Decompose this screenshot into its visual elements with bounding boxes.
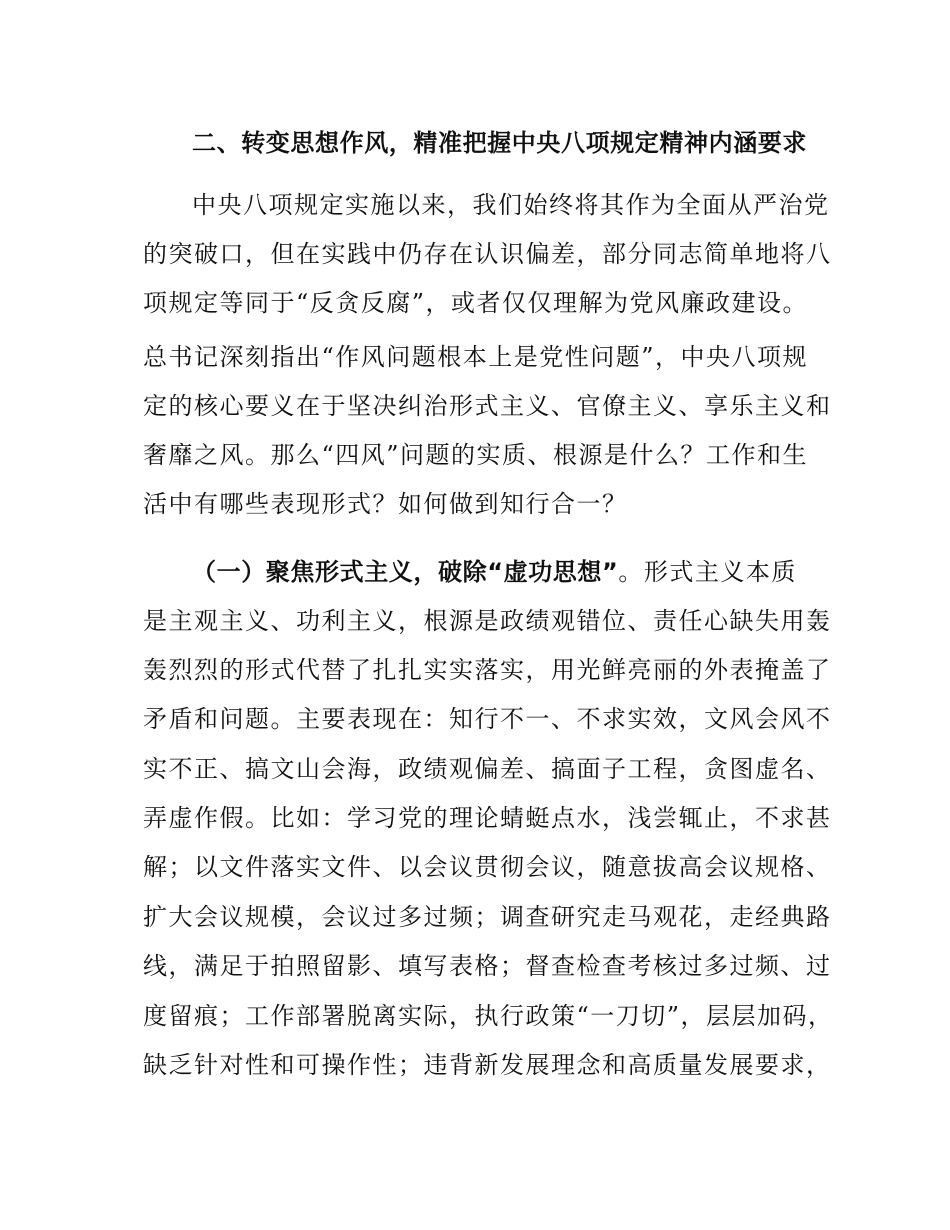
paragraph-line: 缺乏针对性和可操作性；违背新发展理念和高质量发展要求， <box>143 1051 832 1079</box>
paragraph-line: 弄虚作假。比如：学习党的理论蜻蜓点水，浅尝辄止，不求甚 <box>143 804 832 832</box>
paragraph-line: 轰烈烈的形式代替了扎扎实实落实，用光鲜亮丽的外表掩盖了 <box>143 656 832 684</box>
paragraph-line: 线，满足于拍照留影、填写表格；督查检查考核过多过频、过 <box>143 952 832 980</box>
paragraph-line: 活中有哪些表现形式？如何做到知行合一？ <box>143 490 628 518</box>
paragraph-line: 的突破口，但在实践中仍存在认识偏差，部分同志简单地将八 <box>143 240 832 268</box>
subsection-heading-tail: 。形式主义本质 <box>618 558 797 586</box>
paragraph-line: 项规定等同于“反贪反腐”，或者仅仅理解为党风廉政建设。 <box>143 289 809 317</box>
paragraph-line: 中央八项规定实施以来，我们始终将其作为全面从严治党 <box>192 191 830 219</box>
subsection-heading: （一）聚焦形式主义，破除“虚功思想” <box>192 558 619 586</box>
paragraph-line: 定的核心要义在于坚决纠治形式主义、官僚主义、享乐主义和 <box>143 392 832 420</box>
paragraph-line: 是主观主义、功利主义，根源是政绩观错位、责任心缺失用轰 <box>143 607 832 635</box>
paragraph-line: 总书记深刻指出“作风问题根本上是党性问题”，中央八项规 <box>143 343 809 371</box>
paragraph-line: 度留痕；工作部署脱离实际，执行政策“一刀切”，层层加码， <box>143 1002 834 1030</box>
section-heading: 二、转变思想作风，精准把握中央八项规定精神内涵要求 <box>192 129 807 157</box>
paragraph-line: 矛盾和问题。主要表现在：知行不一、不求实效，文风会风不 <box>143 705 832 733</box>
subsection-line <box>192 555 892 589</box>
paragraph-line: 实不正、搞文山会海，政绩观偏差、搞面子工程，贪图虚名、 <box>143 755 832 783</box>
paragraph-line: 扩大会议规模，会议过多过频；调查研究走马观花，走经典路 <box>143 903 832 931</box>
paragraph-line: 奢靡之风。那么“四风”问题的实质、根源是什么？工作和生 <box>143 441 809 469</box>
paragraph-line: 解；以文件落实文件、以会议贯彻会议，随意拔高会议规格、 <box>143 853 832 881</box>
